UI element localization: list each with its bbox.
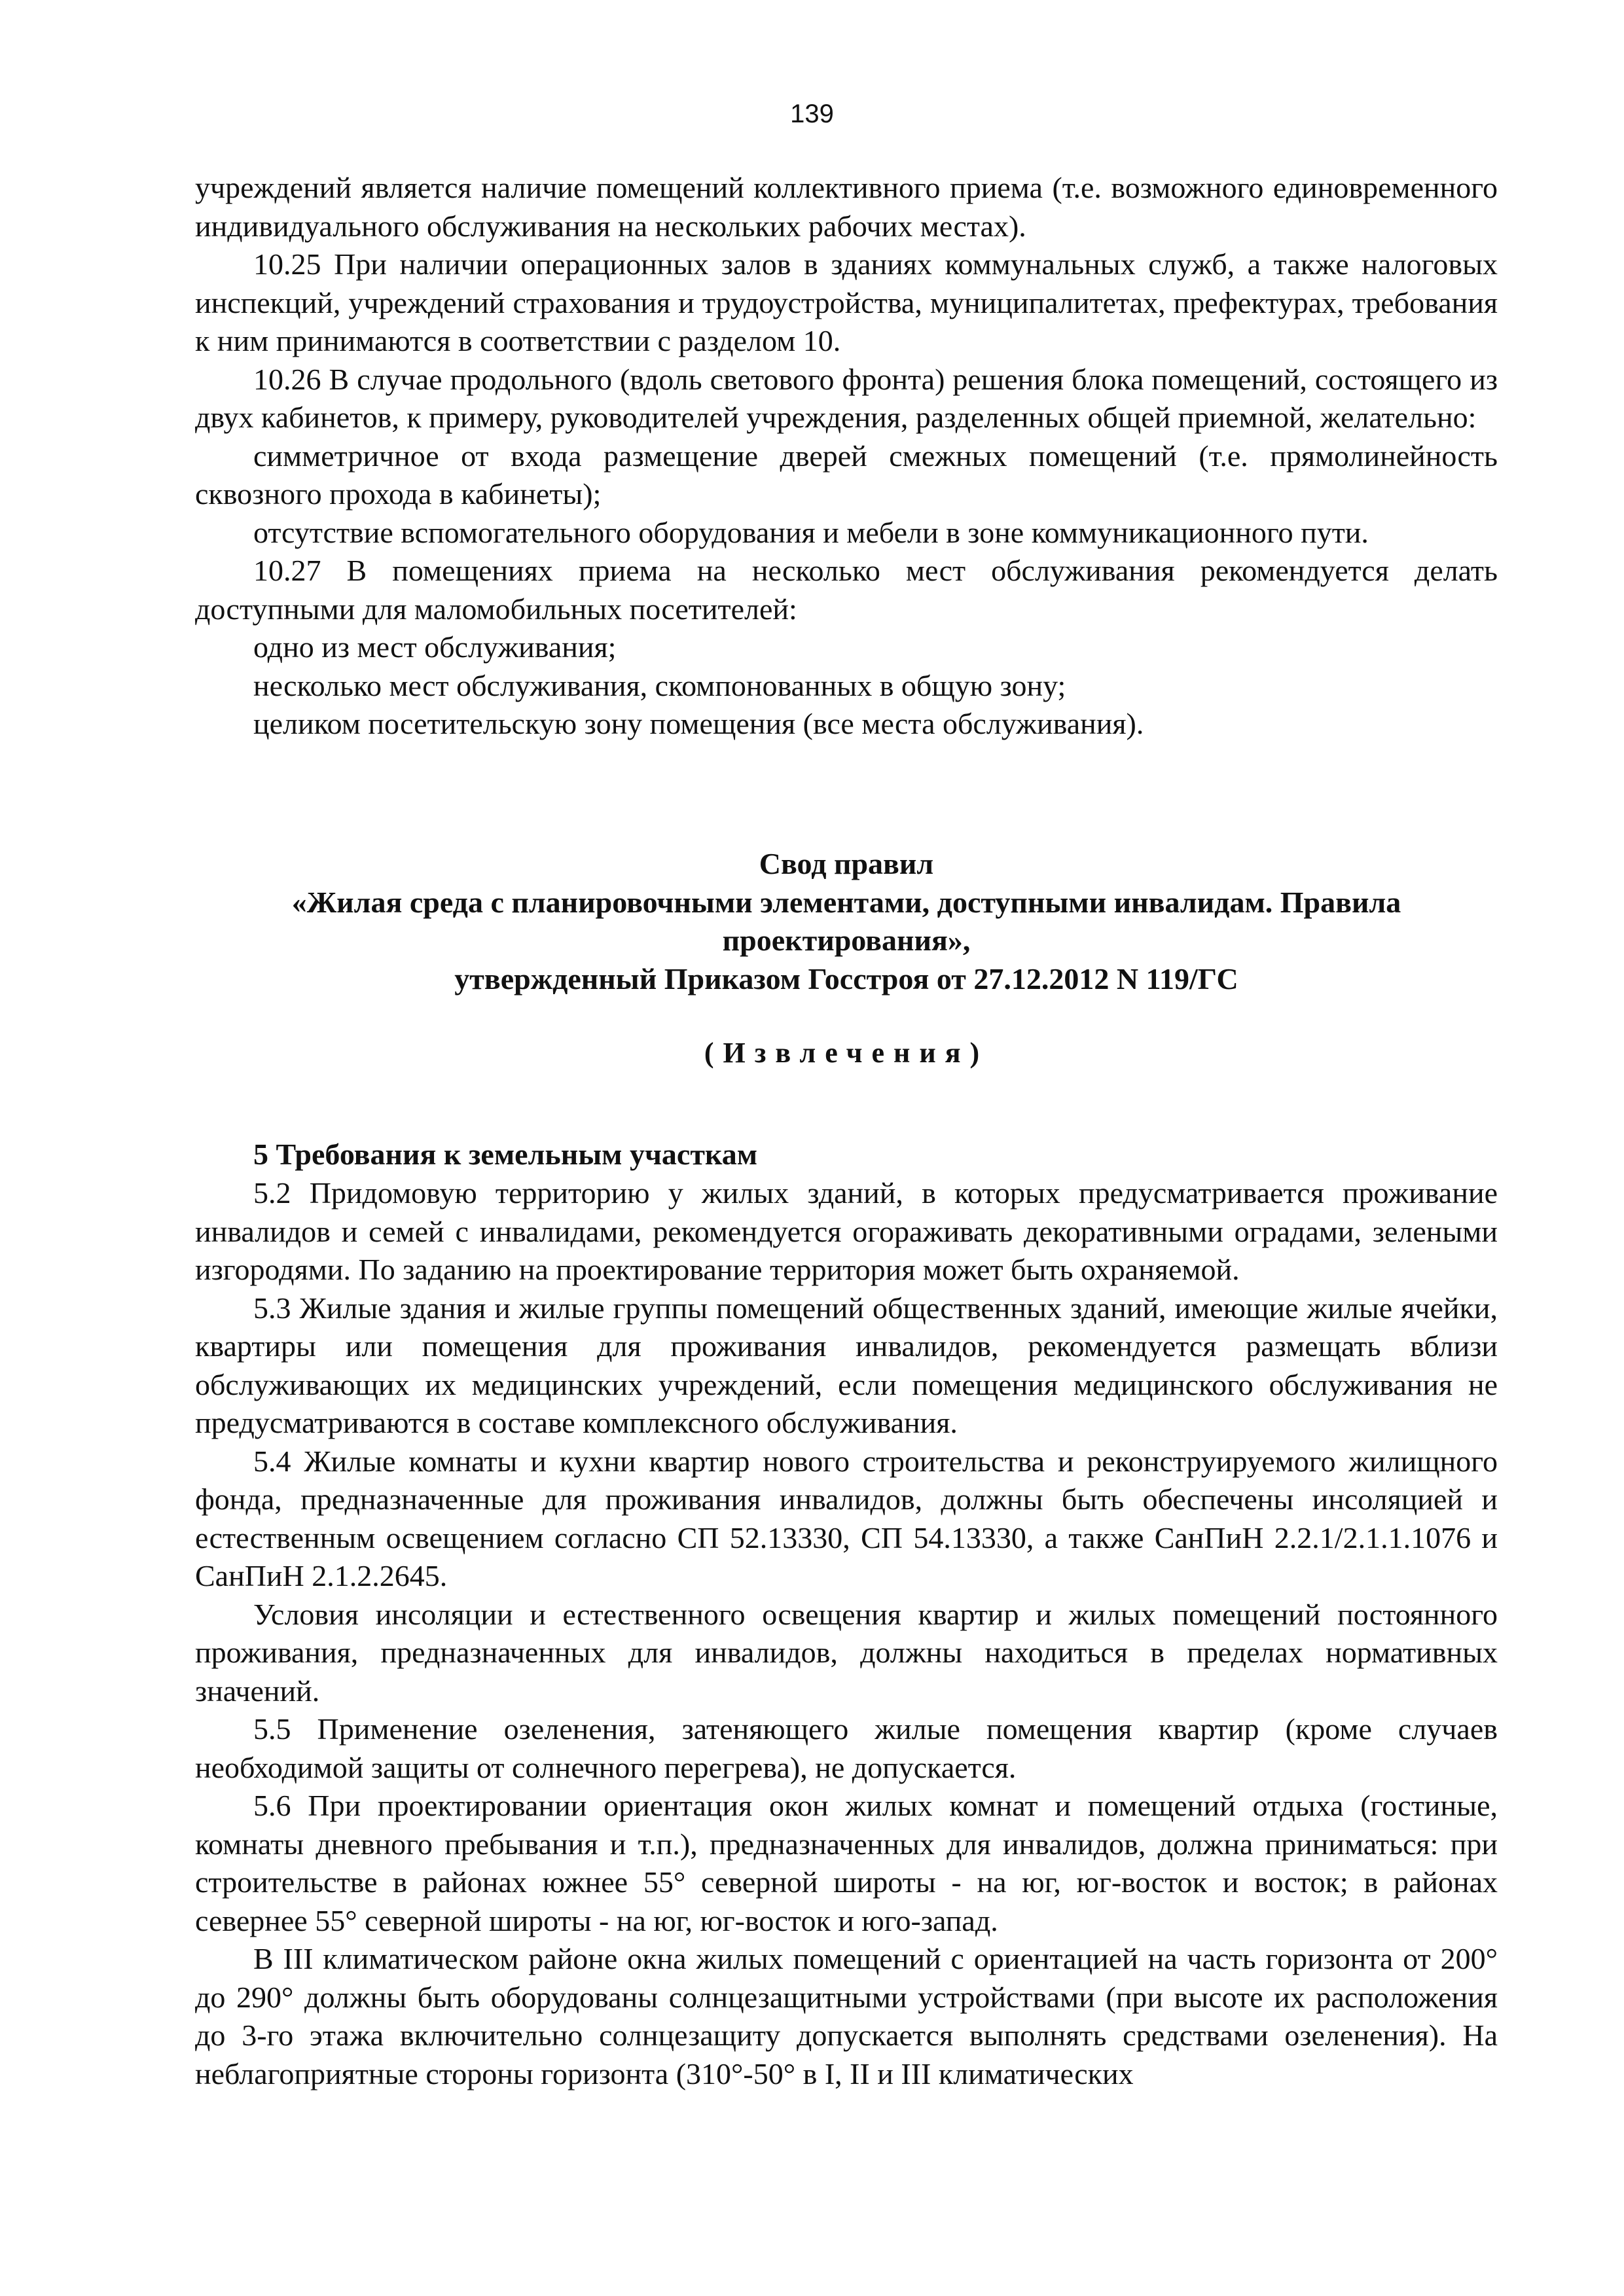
list-item-one-place: одно из мест обслуживания; <box>253 630 617 664</box>
list-item-no-equipment: отсутствие вспомогательного оборудования и мебели в зоне коммуникационного пути. <box>253 515 1369 549</box>
paragraph-5-3: 5.3 Жилые здания и жилые группы помещений общественных зданий, имеющие жилые ячейки, квартиры или помещения для проживания инвалидов, рекомендуется размещать вблизи обслуживающих их медицинских учреждений, если помещения медицинского обслуживания не предусматриваются в составе комплексного обслуживания. <box>195 1291 1498 1439</box>
list-item-whole-zone: целиком посетительскую зону помещения (все места обслуживания). <box>253 707 1144 740</box>
heading-line-2: «Жилая среда с планировочными элементами, доступными инвалидам. Правила <box>291 885 1401 919</box>
bottom-text-block <box>195 1174 1498 2093</box>
paragraph-insolation-conditions: Условия инсоляции и естественного освещения квартир и жилых помещений постоянного проживания, предназначенных для инвалидов, должны находиться в пределах нормативных значений. <box>195 1597 1498 1708</box>
paragraph-5-5: 5.5 Применение озеленения, затеняющего жилые помещения квартир (кроме случаев необходимой защиты от солнечного перегрева), не допускается. <box>195 1712 1498 1784</box>
list-item-symmetric-doors: симметричное от входа размещение дверей смежных помещений (т.е. прямолинейность сквозного прохода в кабинеты); <box>195 439 1498 511</box>
section-title: 5 Требования к земельным участкам <box>253 1138 758 1171</box>
paragraph-10-25: 10.25 При наличии операционных залов в зданиях коммунальных служб, а также налоговых инспекций, учреждений страхования и трудоустройства, муниципалитетах, префектурах, требования к ним принимаются в соответствии с разделом 10. <box>195 247 1498 357</box>
paragraph-5-6: 5.6 При проектировании ориентация окон жилых комнат и помещений отдыха (гостиные, комнаты дневного пребывания и т.п.), предназначенных для инвалидов, должна приниматься: при строительстве в районах южнее 55° северной широты - на юг, юг-восток и восток; в районах севернее 55° северной широты - на юг, юг-восток и юго-запад. <box>195 1789 1498 1937</box>
extract-label: (Извлечения) <box>704 1037 989 1069</box>
paragraph-5-2: 5.2 Придомовую территорию у жилых зданий, в которых предусматривается проживание инвалидов и семей с инвалидами, рекомендуется огораживать декоративными оградами, зелеными изгородями. По заданию на проектирование территория может быть охраняемой. <box>195 1176 1498 1286</box>
paragraph-5-4: 5.4 Жилые комнаты и кухни квартир нового строительства и реконструируемого жилищного фонда, предназначенные для проживания инвалидов, должны быть обеспечены инсоляцией и естественным освещением согласно СП 52.13330, СП 54.13330, а также СанПиН 2.2.1/2.1.1.1076 и СанПиН 2.1.2.2645. <box>195 1444 1498 1592</box>
paragraph-continuation: учреждений является наличие помещений коллективного приема (т.е. возможного единовременного индивидуального обслуживания на нескольких рабочих местах). <box>195 171 1498 243</box>
heading-line-3: проектирования», <box>722 924 971 957</box>
heading-line-1: Свод правил <box>759 847 934 880</box>
heading-line-4: утвержденный Приказом Госстроя от 27.12.2012 N 119/ГС <box>454 961 1238 996</box>
paragraph-10-27: 10.27 В помещениях приема на несколько мест обслуживания рекомендуется делать доступными для маломобильных посетителей: <box>195 554 1498 626</box>
page-number: 139 <box>790 99 834 128</box>
list-item-several-places: несколько мест обслуживания, скомпонованных в общую зону; <box>253 668 1066 702</box>
paragraph-10-26: 10.26 В случае продольного (вдоль светового фронта) решения блока помещений, состоящего из двух кабинетов, к примеру, руководителей учреждения, разделенных общей приемной, желательно: <box>195 362 1498 434</box>
top-text-block <box>195 169 1498 744</box>
paragraph-climate-region-iii: В III климатическом районе окна жилых помещений с ориентацией на часть горизонта от 200° до 290° должны быть оборудованы солнцезащитными устройствами (при высоте их расположения до 3-го этажа включительно солнцезащиту допускается выполнять средствами озеленения). На неблагоприятные стороны горизонта (310°-50° в I, II и III климатических <box>195 1942 1498 2090</box>
code-of-rules-heading <box>195 845 1498 998</box>
